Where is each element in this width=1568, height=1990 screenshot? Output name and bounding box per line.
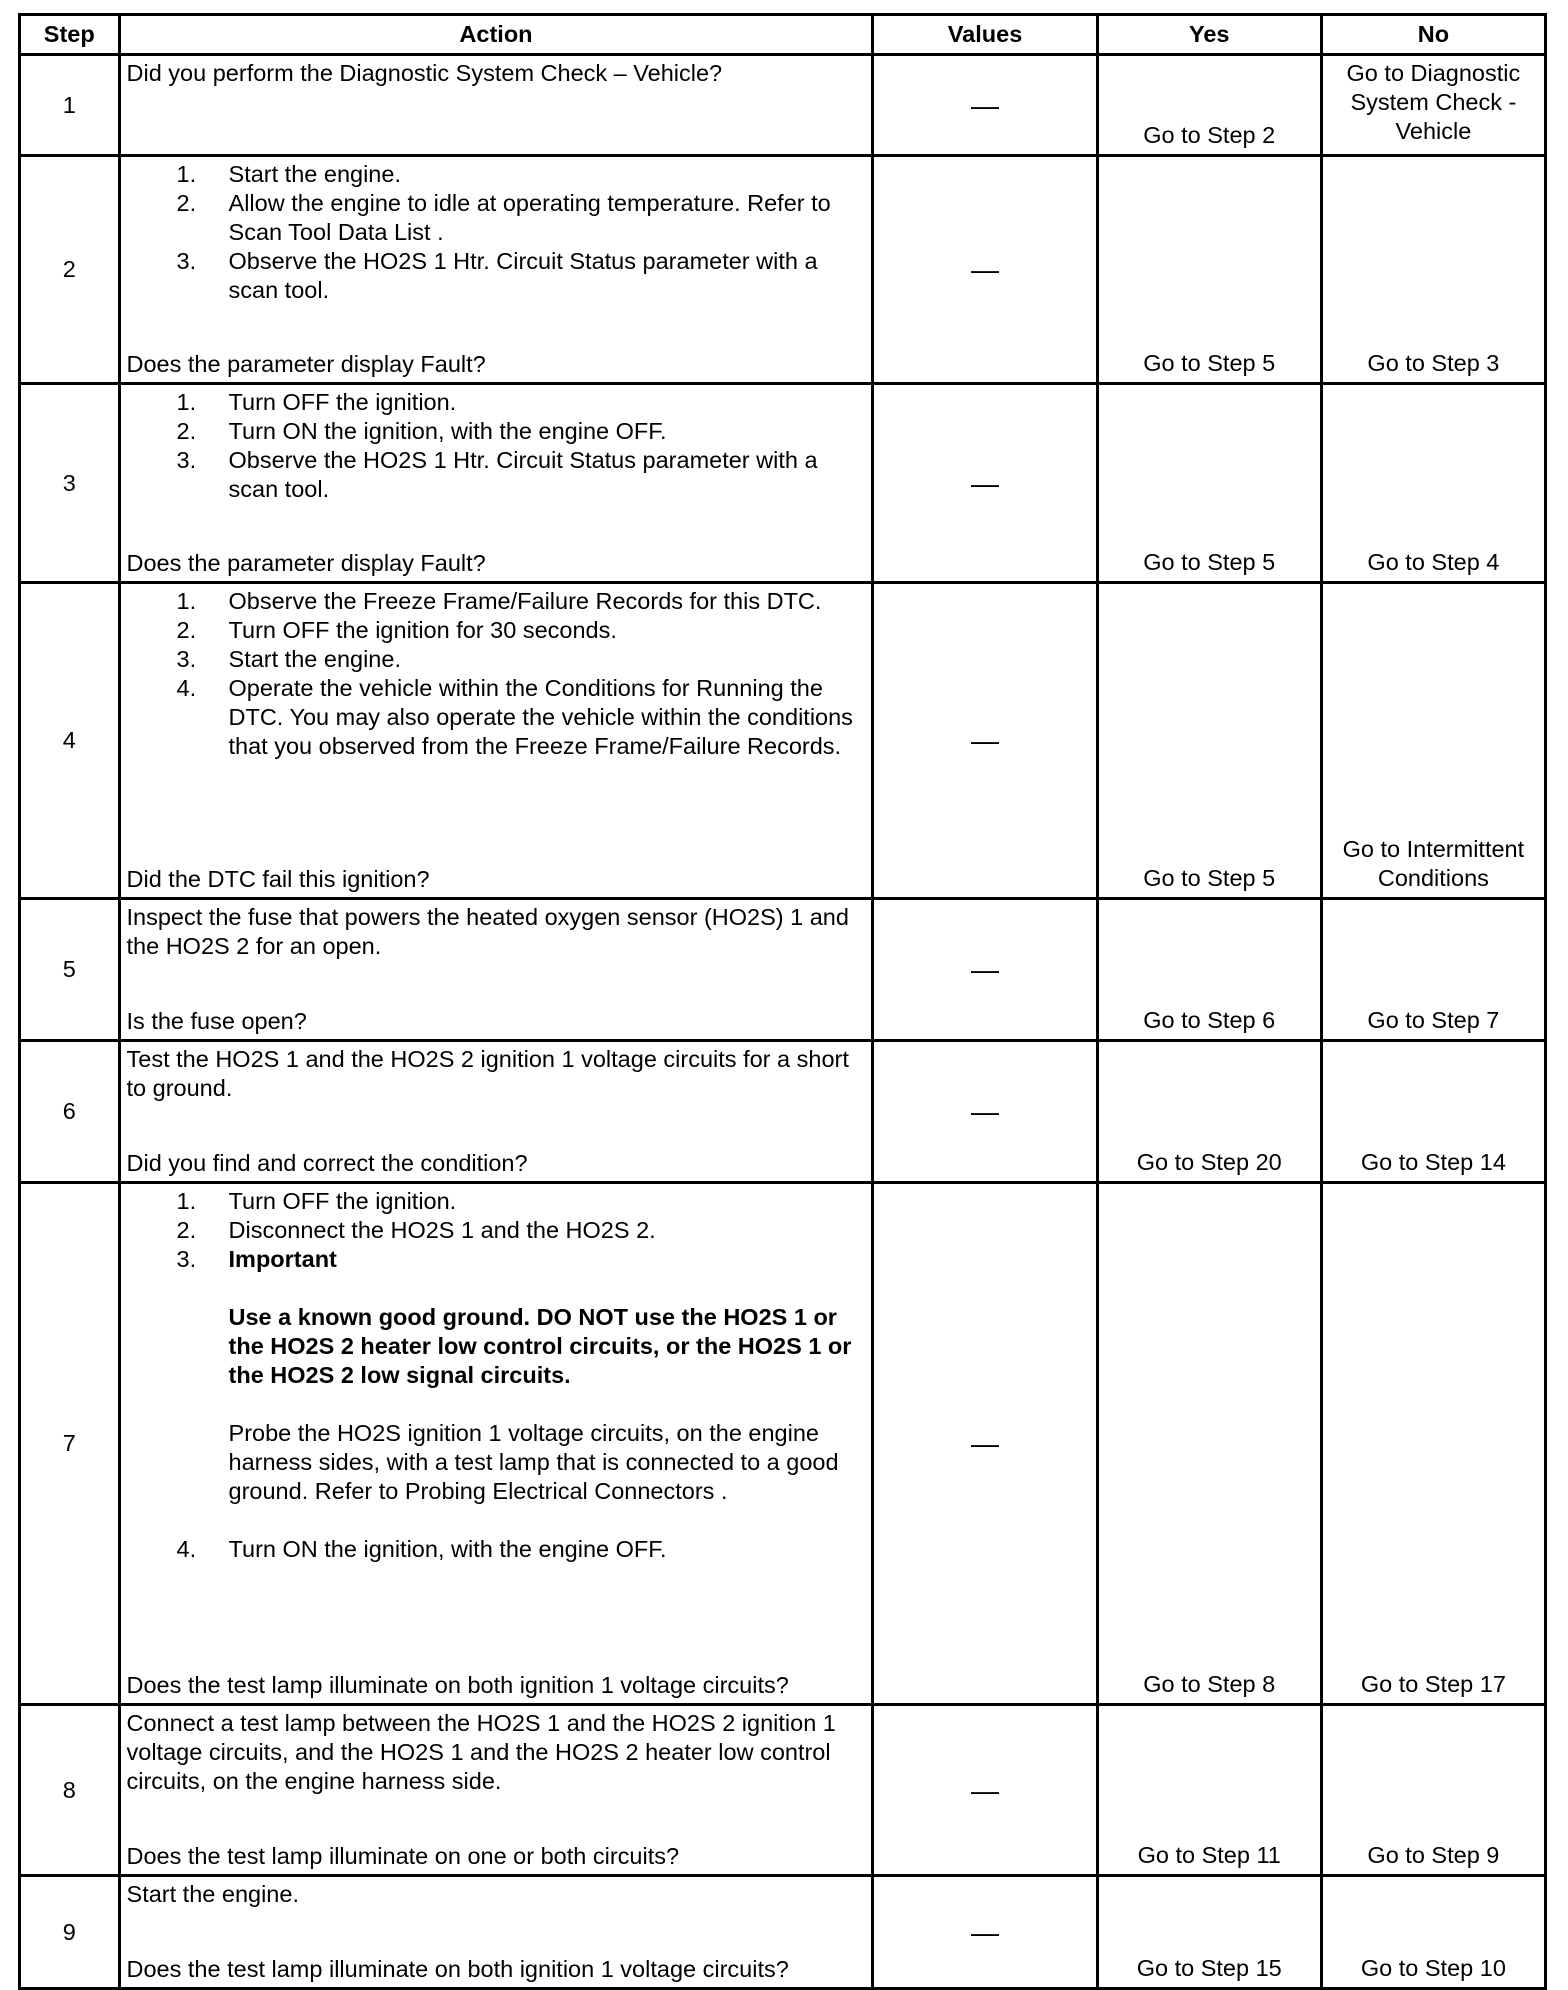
action-cell xyxy=(119,1705,873,1876)
table-row xyxy=(20,1705,1546,1876)
action-question: Does the test lamp illuminate on both ignition 1 voltage circuits? xyxy=(126,1956,789,1982)
values-cell: — xyxy=(873,156,1097,384)
yes-cell: Go to Step 5 xyxy=(1097,583,1321,899)
action-question: Does the parameter display Fault? xyxy=(126,351,486,377)
action-cell xyxy=(119,899,873,1041)
yes-cell: Go to Step 20 xyxy=(1097,1041,1321,1183)
action-text: Did you perform the Diagnostic System Check – Vehicle? xyxy=(126,60,723,86)
action-steps xyxy=(127,587,866,761)
header-values: Values xyxy=(873,15,1097,55)
action-text: Start the engine. xyxy=(126,1881,299,1907)
values-cell: — xyxy=(873,583,1097,899)
step-number: 4 xyxy=(20,583,120,899)
action-cell xyxy=(119,583,873,899)
table-row xyxy=(20,1876,1546,1989)
action-cell xyxy=(119,384,873,583)
action-text: Connect a test lamp between the HO2S 1 and the HO2S 2 ignition 1 voltage circuits, and the HO2S 1 and the HO2S 2 heater low control circuits, on the engine harness side. xyxy=(126,1710,836,1794)
action-steps xyxy=(127,160,866,305)
no-cell: Go to Step 9 xyxy=(1321,1705,1545,1876)
action-steps xyxy=(127,1187,866,1274)
action-question: Does the test lamp illuminate on both ignition 1 voltage circuits? xyxy=(126,1672,789,1698)
list-item: 4. Turn ON the ignition, with the engine OFF. xyxy=(176,1536,667,1562)
no-cell: Go to Step 4 xyxy=(1321,384,1545,583)
no-cell: Go to Step 17 xyxy=(1321,1183,1545,1705)
list-item: 4. Operate the vehicle within the Conditions for Running the DTC. You may also operate the vehicle within the conditions that you observed from the Freeze Frame/Failure Records. xyxy=(176,675,853,759)
step-number: 2 xyxy=(20,156,120,384)
table-row xyxy=(20,583,1546,899)
list-item: 2. Allow the engine to idle at operating temperature. Refer to Scan Tool Data List . xyxy=(176,190,831,245)
no-cell: Go to Step 14 xyxy=(1321,1041,1545,1183)
yes-cell: Go to Step 6 xyxy=(1097,899,1321,1041)
list-item: 1. Start the engine. xyxy=(176,161,401,187)
step-number: 7 xyxy=(20,1183,120,1705)
list-item: 3. Start the engine. xyxy=(176,646,401,672)
list-item: 3. Observe the HO2S 1 Htr. Circuit Status parameter with a scan tool. xyxy=(176,248,818,303)
yes-cell: Go to Step 5 xyxy=(1097,156,1321,384)
list-item: 3. Observe the HO2S 1 Htr. Circuit Status parameter with a scan tool. xyxy=(176,447,818,502)
no-cell: Go to Step 10 xyxy=(1321,1876,1545,1989)
step-number: 5 xyxy=(20,899,120,1041)
important-note: Use a known good ground. DO NOT use the HO2S 1 or the HO2S 2 heater low control circuits, or the HO2S 1 or the HO2S 2 low signal circuits. xyxy=(228,1304,852,1388)
header-yes: Yes xyxy=(1097,15,1321,55)
action-question: Does the test lamp illuminate on one or both circuits? xyxy=(126,1843,680,1869)
action-question: Did you find and correct the condition? xyxy=(126,1150,528,1176)
step-number: 3 xyxy=(20,384,120,583)
yes-cell: Go to Step 11 xyxy=(1097,1705,1321,1876)
action-steps xyxy=(127,1535,866,1564)
step-number: 6 xyxy=(20,1041,120,1183)
values-cell: — xyxy=(873,899,1097,1041)
values-cell: — xyxy=(873,384,1097,583)
action-cell xyxy=(119,1183,873,1705)
table-row xyxy=(20,1041,1546,1183)
table-row xyxy=(20,1183,1546,1705)
action-cell xyxy=(119,1041,873,1183)
diagnostic-table xyxy=(18,13,1547,1990)
header-row xyxy=(20,15,1546,55)
action-cell xyxy=(119,55,873,156)
yes-cell: Go to Step 15 xyxy=(1097,1876,1321,1989)
step-number: 8 xyxy=(20,1705,120,1876)
header-step: Step xyxy=(20,15,120,55)
no-cell: Go to Diagnostic System Check - Vehicle xyxy=(1321,55,1545,156)
action-question: Does the parameter display Fault? xyxy=(126,550,486,576)
no-cell: Go to Intermittent Conditions xyxy=(1321,583,1545,899)
values-cell: — xyxy=(873,1876,1097,1989)
step-number: 1 xyxy=(20,55,120,156)
yes-cell: Go to Step 8 xyxy=(1097,1183,1321,1705)
yes-cell: Go to Step 2 xyxy=(1097,55,1321,156)
step-number: 9 xyxy=(20,1876,120,1989)
values-cell: — xyxy=(873,55,1097,156)
list-item: 2. Disconnect the HO2S 1 and the HO2S 2. xyxy=(176,1217,656,1243)
header-no: No xyxy=(1321,15,1545,55)
list-item: 1. Turn OFF the ignition. xyxy=(176,389,457,415)
important-label: Important xyxy=(228,1246,337,1272)
action-cell xyxy=(119,156,873,384)
action-steps xyxy=(127,388,866,504)
action-question: Did the DTC fail this ignition? xyxy=(126,866,430,892)
yes-cell: Go to Step 5 xyxy=(1097,384,1321,583)
list-item: 2. Turn ON the ignition, with the engine OFF. xyxy=(176,418,667,444)
values-cell: — xyxy=(873,1041,1097,1183)
action-cell xyxy=(119,1876,873,1989)
values-cell: — xyxy=(873,1183,1097,1705)
table-row xyxy=(20,899,1546,1041)
table-row xyxy=(20,156,1546,384)
action-text: Inspect the fuse that powers the heated oxygen sensor (HO2S) 1 and the HO2S 2 for an open. xyxy=(126,904,849,959)
table-row xyxy=(20,384,1546,583)
probe-instruction: Probe the HO2S ignition 1 voltage circuits, on the engine harness sides, with a test lamp that is connected to a good ground. Refer to Probing Electrical Connectors . xyxy=(228,1420,839,1504)
action-text: Test the HO2S 1 and the HO2S 2 ignition 1 voltage circuits for a short to ground. xyxy=(126,1046,849,1101)
no-cell: Go to Step 3 xyxy=(1321,156,1545,384)
no-cell: Go to Step 7 xyxy=(1321,899,1545,1041)
values-cell: — xyxy=(873,1705,1097,1876)
header-action: Action xyxy=(119,15,873,55)
list-item: 1. Turn OFF the ignition. xyxy=(176,1188,457,1214)
table-row xyxy=(20,55,1546,156)
list-item: 1. Observe the Freeze Frame/Failure Records for this DTC. xyxy=(176,588,822,614)
list-item: 2. Turn OFF the ignition for 30 seconds. xyxy=(176,617,617,643)
list-item: 3. Important xyxy=(127,1245,866,1274)
action-question: Is the fuse open? xyxy=(126,1008,307,1034)
